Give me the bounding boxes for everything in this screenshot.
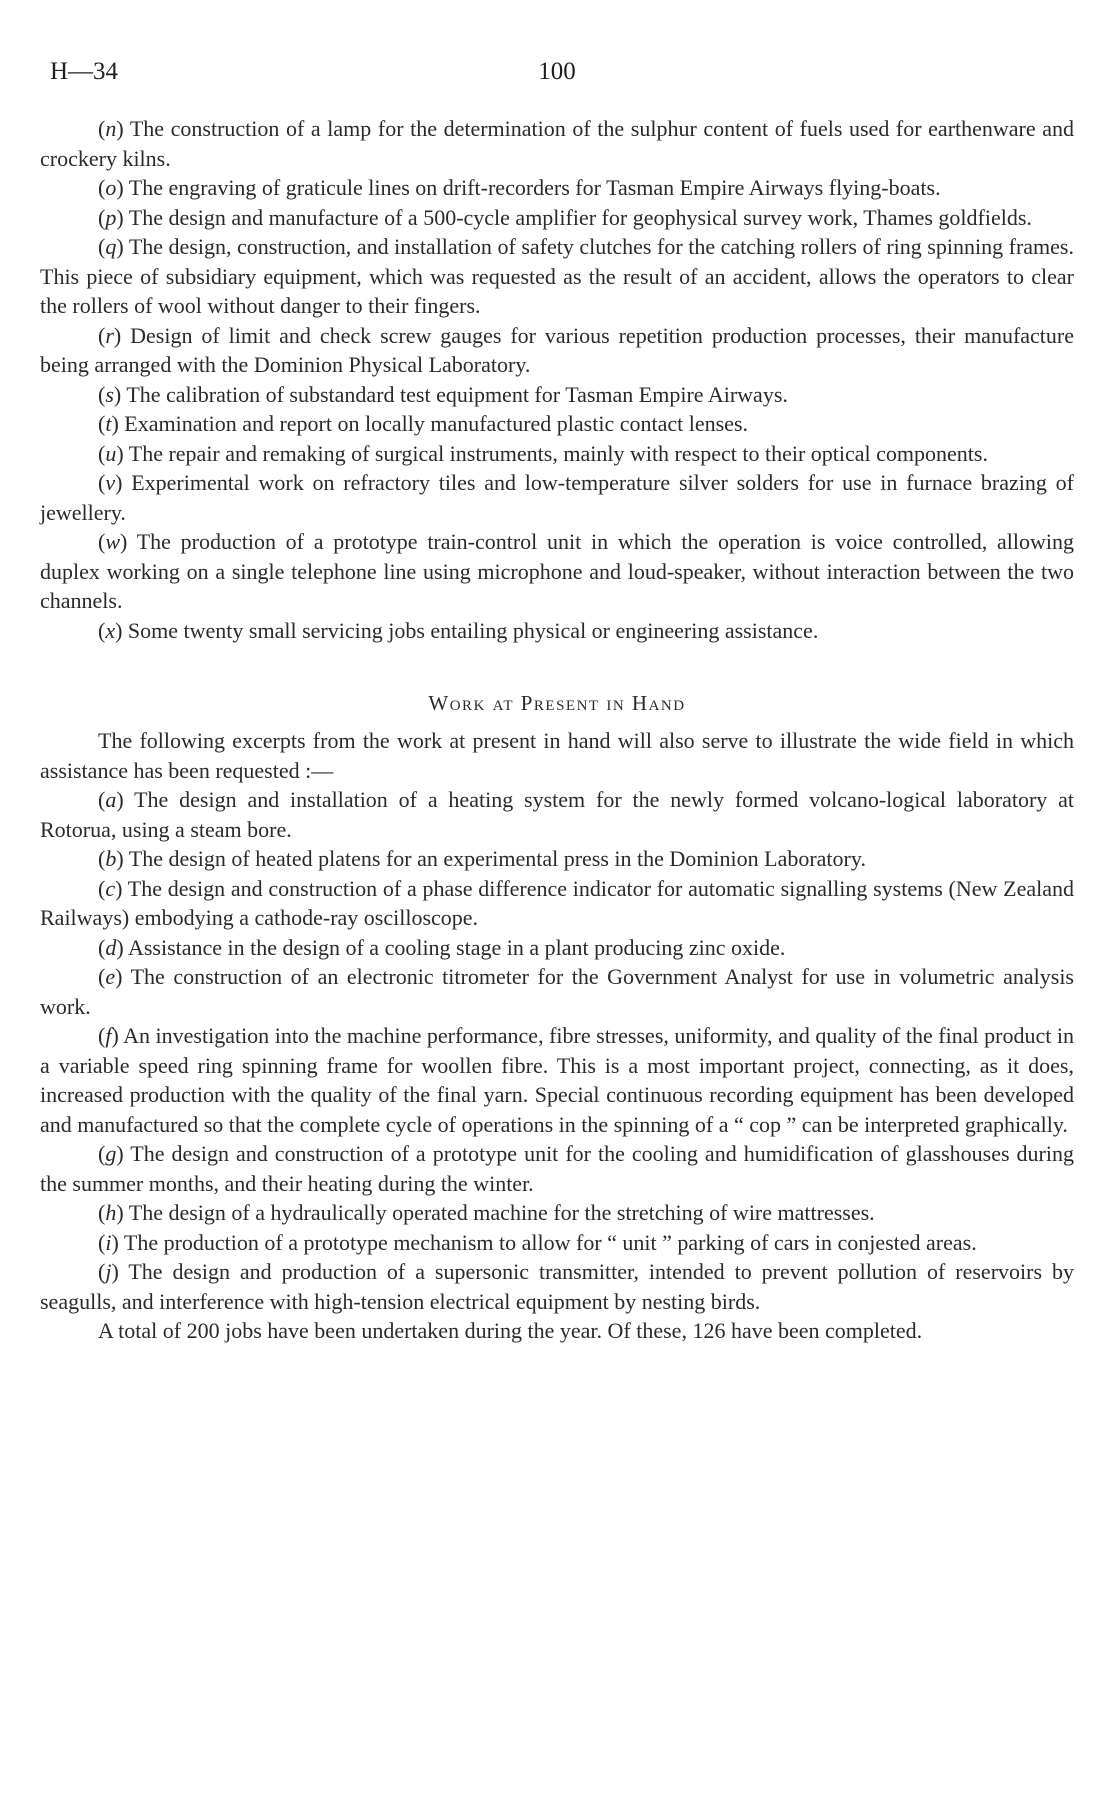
section-item-g: (g) The design and construction of a prototype unit for the cooling and humidification of glasshouses during the summer months, and their heating during the winter.	[40, 1141, 1074, 1196]
continued-item-n: (n) The construction of a lamp for the determination of the sulphur content of fuels used for earthenware and crockery kilns.	[40, 116, 1074, 171]
continued-item-s: (s) The calibration of substandard test equipment for Tasman Empire Airways.	[98, 381, 788, 407]
continued-item-w: (w) The production of a prototype train-control unit in which the operation is voice controlled, allowing duplex working on a single telephone line using microphone and loud-speaker, without interaction between the two channels.	[40, 529, 1074, 613]
section-intro: The following excerpts from the work at present in hand will also serve to illustrate the wide field in which assistance has been requested :—	[40, 728, 1074, 783]
item-text: The design and installation of a heating system for the newly formed volcano-logical laboratory at Rotorua, using a steam bore.	[40, 787, 1074, 842]
item-text: The design, construction, and installation of safety clutches for the catching rollers of ring spinning frames. This piece of subsidiary equipment, which was requested as the result of an accident, allows the operators to clear the rollers of wool without danger to their fingers.	[40, 234, 1074, 318]
section-item-list	[40, 785, 1074, 1316]
item-label: q	[105, 234, 117, 259]
item-text: The production of a prototype train-control unit in which the operation is voice controlled, allowing duplex working on a single telephone line using microphone and loud-speaker, without interaction between the two channels.	[40, 529, 1074, 613]
section-item-f: (f) An investigation into the machine performance, fibre stresses, uniformity, and quality of the final product in a variable speed ring spinning frame for woollen fibre. This is a most important project, connecting, as it does, increased production with the quality of the final yarn. Special continuous recording equipment has been developed and manufactured so that the complete cycle of operations in the spinning of a “ cop ” can be interpreted graphically.	[40, 1023, 1074, 1137]
item-text: The design and construction of a prototype unit for the cooling and humidification of glasshouses during the summer months, and their heating during the winter.	[40, 1141, 1074, 1196]
item-label: r	[105, 322, 114, 348]
continued-item-list	[40, 114, 1074, 645]
item-text: Assistance in the design of a cooling stage in a plant producing zinc oxide.	[127, 934, 786, 960]
continued-item-p: (p) The design and manufacture of a 500-cycle amplifier for geophysical survey work, Thames goldfields.	[98, 204, 1032, 230]
section-gap	[40, 645, 1074, 689]
item-text: The design and production of a supersonic transmitter, intended to prevent pollution of reservoirs by seagulls, and interference with high-tension electrical equipment by nesting birds.	[40, 1259, 1074, 1314]
document-reference: H—34	[50, 58, 119, 85]
section-item-a: (a) The design and installation of a heating system for the newly formed volcano-logical laboratory at Rotorua, using a steam bore.	[40, 787, 1074, 842]
item-text: The design and manufacture of a 500-cycle amplifier for geophysical survey work, Thames goldfields.	[128, 204, 1032, 230]
item-text: An investigation into the machine performance, fibre stresses, uniformity, and quality of the final product in a variable speed ring spinning frame for woollen fibre. This is a most important project, connecting, as it does, increased production with the quality of the final yarn. Special continuous recording equipment has been developed and manufactured so that the complete cycle of operations in the spinning of a “ cop ” can be interpreted graphically.	[40, 1023, 1074, 1137]
continued-item-v: (v) Experimental work on refractory tiles and low-temperature silver solders for use in furnace brazing of jewellery.	[40, 470, 1074, 525]
item-label: i	[105, 1229, 112, 1255]
continued-item-u: (u) The repair and remaking of surgical instruments, mainly with respect to their optical components.	[98, 440, 988, 466]
item-text: The engraving of graticule lines on drift-recorders for Tasman Empire Airways flying-boats.	[128, 175, 941, 200]
item-label: t	[105, 411, 112, 436]
item-label: b	[105, 846, 117, 871]
continued-item-r: (r) Design of limit and check screw gauges for various repetition production processes, their manufacture being arranged with the Dominion Physical Laboratory.	[40, 322, 1075, 377]
item-label: f	[105, 1023, 112, 1048]
item-label: e	[105, 964, 116, 989]
item-label: d	[105, 934, 117, 960]
section-item-d: (d) Assistance in the design of a cooling stage in a plant producing zinc oxide.	[98, 934, 786, 960]
section-item-h: (h) The design of a hydraulically operated machine for the stretching of wire mattresses.	[98, 1200, 875, 1225]
item-label: w	[105, 529, 121, 554]
item-label: c	[105, 875, 116, 901]
item-text: The repair and remaking of surgical instruments, mainly with respect to their optical components.	[128, 440, 988, 466]
closing-paragraph: A total of 200 jobs have been undertaken during the year. Of these, 126 have been completed.	[98, 1318, 923, 1343]
item-text: The production of a prototype mechanism to allow for “ unit ” parking of cars in conjested areas.	[123, 1229, 977, 1255]
section-heading: Work at Present in Hand	[428, 691, 686, 715]
item-label: g	[105, 1141, 117, 1166]
page-number: 100	[538, 58, 576, 85]
item-text: Design of limit and check screw gauges for various repetition production processes, their manufacture being arranged with the Dominion Physical Laboratory.	[40, 322, 1075, 377]
page-header	[40, 50, 1074, 90]
section-item-b: (b) The design of heated platens for an experimental press in the Dominion Laboratory.	[98, 846, 866, 871]
item-text: Some twenty small servicing jobs entailing physical or engineering assistance.	[127, 617, 819, 643]
section-item-c: (c) The design and construction of a phase difference indicator for automatic signalling systems (New Zealand Railways) embodying a cathode-ray oscilloscope.	[40, 875, 1074, 930]
item-label: n	[105, 116, 117, 141]
item-label: a	[105, 787, 117, 812]
item-text: Examination and report on locally manufactured plastic contact lenses.	[124, 411, 749, 436]
item-text: Experimental work on refractory tiles and low-temperature silver solders for use in furnace brazing of jewellery.	[40, 470, 1074, 525]
section-item-j: (j) The design and production of a supersonic transmitter, intended to prevent pollution of reservoirs by seagulls, and interference with high-tension electrical equipment by nesting birds.	[40, 1259, 1074, 1314]
item-text: The design and construction of a phase difference indicator for automatic signalling systems (New Zealand Railways) embodying a cathode-ray oscilloscope.	[40, 875, 1074, 930]
continued-item-t: (t) Examination and report on locally manufactured plastic contact lenses.	[98, 411, 749, 436]
item-label: o	[105, 175, 117, 200]
item-text: The design of heated platens for an experimental press in the Dominion Laboratory.	[128, 846, 866, 871]
item-label: u	[105, 440, 117, 466]
continued-item-q: (q) The design, construction, and installation of safety clutches for the catching rollers of ring spinning frames. This piece of subsidiary equipment, which was requested as the result of an accident, allows the operators to clear the rollers of wool without danger to their fingers.	[40, 234, 1074, 318]
item-label: x	[105, 617, 116, 643]
continued-item-o: (o) The engraving of graticule lines on drift-recorders for Tasman Empire Airways flying-boats.	[98, 175, 941, 200]
item-text: The calibration of substandard test equipment for Tasman Empire Airways.	[126, 381, 788, 407]
item-text: The design of a hydraulically operated machine for the stretching of wire mattresses.	[128, 1200, 875, 1225]
item-label: p	[105, 204, 117, 230]
item-label: s	[105, 381, 114, 407]
section-item-e: (e) The construction of an electronic titrometer for the Government Analyst for use in volumetric analysis work.	[40, 964, 1074, 1019]
item-label: v	[105, 470, 116, 495]
item-label: h	[105, 1200, 117, 1225]
continued-item-x: (x) Some twenty small servicing jobs entailing physical or engineering assistance.	[98, 617, 819, 643]
item-text: The construction of a lamp for the determination of the sulphur content of fuels used for earthenware and crockery kilns.	[40, 116, 1074, 171]
item-label: j	[105, 1259, 112, 1284]
section-item-i: (i) The production of a prototype mechanism to allow for “ unit ” parking of cars in conjested areas.	[98, 1229, 977, 1255]
document-page	[40, 50, 1074, 1346]
item-text: The construction of an electronic titrometer for the Government Analyst for use in volumetric analysis work.	[40, 964, 1074, 1019]
